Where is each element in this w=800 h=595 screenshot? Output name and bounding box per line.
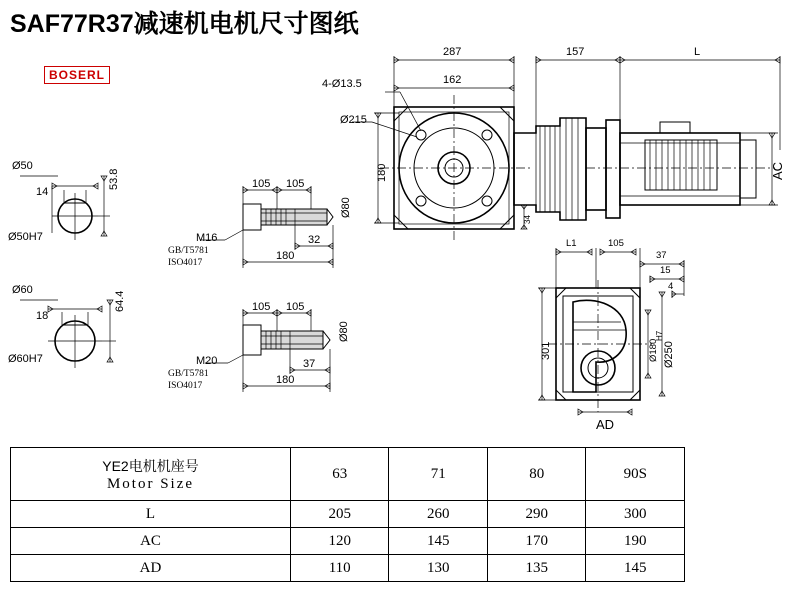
label-m16: M16 bbox=[196, 232, 218, 244]
table-header-size-2: 80 bbox=[487, 448, 586, 501]
table-row bbox=[11, 501, 685, 528]
dim-180-b: 180 bbox=[276, 374, 295, 386]
row-AD-val-3: 145 bbox=[586, 555, 685, 582]
row-AD-val-1: 130 bbox=[389, 555, 488, 582]
brand-logo: BOSERL bbox=[44, 66, 110, 84]
dim-34: 34 bbox=[523, 215, 532, 224]
table-header-size-0: 63 bbox=[290, 448, 389, 501]
label-iso4017-1: ISO4017 bbox=[168, 258, 203, 268]
row-L-val-2: 290 bbox=[487, 501, 586, 528]
dim-15: 15 bbox=[660, 265, 671, 276]
table-header-name bbox=[11, 448, 291, 501]
label-iso4017-2: ISO4017 bbox=[168, 381, 203, 391]
table-header-name-en: Motor Size bbox=[106, 475, 195, 492]
dim-d80-a: Ø80 bbox=[340, 197, 352, 218]
dim-105-c: 105 bbox=[252, 301, 271, 313]
label-gb-t5781-1: GB/T5781 bbox=[168, 246, 209, 256]
dim-301: 301 bbox=[540, 341, 552, 360]
row-L-val-3: 300 bbox=[586, 501, 685, 528]
page-title: SAF77R37减速机电机尺寸图纸 bbox=[10, 10, 359, 38]
dim-d215: Ø215 bbox=[340, 114, 367, 126]
row-label-AD: AD bbox=[11, 555, 291, 582]
dim-4: 4 bbox=[668, 281, 674, 292]
dim-key14: 14 bbox=[36, 186, 49, 198]
dim-d50: Ø50 bbox=[12, 160, 33, 172]
table-header-name-cn: YE2电机机座号 bbox=[102, 457, 199, 474]
row-AC-val-0: 120 bbox=[290, 528, 389, 555]
dim-d80-b: Ø80 bbox=[338, 321, 350, 342]
dim-105-a: 105 bbox=[252, 178, 271, 190]
row-AC-val-3: 190 bbox=[586, 528, 685, 555]
dim-key18: 18 bbox=[36, 310, 49, 322]
dim-287: 287 bbox=[443, 46, 462, 58]
table-row bbox=[11, 528, 685, 555]
dim-L: L bbox=[694, 46, 701, 58]
table-header-size-3: 90S bbox=[586, 448, 685, 501]
row-L-val-1: 260 bbox=[389, 501, 488, 528]
dim-AC: AC bbox=[770, 161, 785, 180]
row-AC-val-1: 145 bbox=[389, 528, 488, 555]
dim-d180: Ø180 bbox=[648, 338, 659, 362]
dim-AD: AD bbox=[596, 417, 615, 432]
dim-157: 157 bbox=[566, 46, 585, 58]
dim-L1: L1 bbox=[566, 238, 577, 249]
row-L-val-0: 205 bbox=[290, 501, 389, 528]
label-m20: M20 bbox=[196, 355, 218, 367]
dim-64-4: 64.4 bbox=[114, 290, 126, 312]
dim-d180-h7: H7 bbox=[655, 330, 664, 341]
dim-180-a: 180 bbox=[276, 250, 295, 262]
row-AC-val-2: 170 bbox=[487, 528, 586, 555]
dim-d250: Ø250 bbox=[663, 341, 675, 368]
motor-size-table bbox=[10, 447, 685, 582]
dim-105-b: 105 bbox=[286, 178, 305, 190]
dim-37-b: 37 bbox=[656, 250, 667, 261]
row-AD-val-0: 110 bbox=[290, 555, 389, 582]
dim-d50h7: Ø50H7 bbox=[8, 231, 43, 243]
dim-53-8: 53.8 bbox=[108, 168, 120, 190]
table-header-size-1: 71 bbox=[389, 448, 488, 501]
dim-37: 37 bbox=[303, 358, 316, 370]
row-label-AC: AC bbox=[11, 528, 291, 555]
dim-105-d: 105 bbox=[286, 301, 305, 313]
dim-d60h7: Ø60H7 bbox=[8, 353, 43, 365]
table-row bbox=[11, 555, 685, 582]
row-AD-val-2: 135 bbox=[487, 555, 586, 582]
row-label-L: L bbox=[11, 501, 291, 528]
dim-d60: Ø60 bbox=[12, 284, 33, 296]
dim-180-v: 180 bbox=[376, 163, 388, 182]
dim-32: 32 bbox=[308, 234, 321, 246]
dim-4-holes: 4-Ø13.5 bbox=[322, 78, 362, 90]
dim-105-e: 105 bbox=[608, 238, 624, 249]
label-gb-t5781-2: GB/T5781 bbox=[168, 369, 209, 379]
dim-162: 162 bbox=[443, 74, 462, 86]
